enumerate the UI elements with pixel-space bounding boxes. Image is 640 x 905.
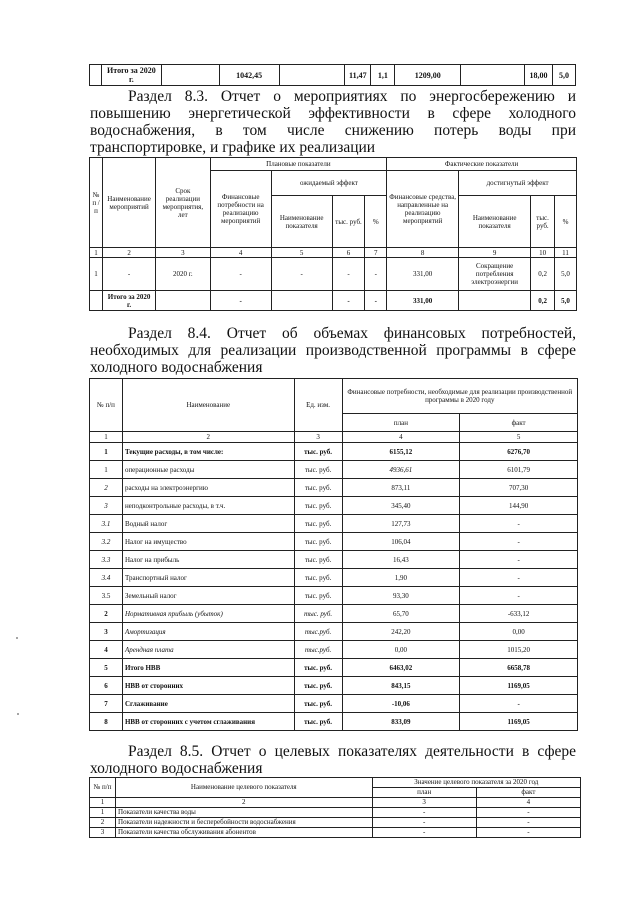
total-fact-value: 0,2 — [531, 291, 555, 311]
fact-finance-header: Финансовые средства, направленные на реализацию мероприятий — [387, 171, 459, 248]
row-num: 3 — [90, 497, 123, 515]
row-fact: 1015,20 — [460, 641, 578, 659]
col-num: 3 — [156, 248, 211, 258]
column-numbers-row — [90, 432, 578, 443]
row-unit: тыс. руб. — [294, 443, 342, 461]
plan-pct: 1,1 — [371, 65, 395, 86]
effect-name-header: Наименование показателя — [271, 196, 332, 248]
row-num: 1 — [90, 258, 103, 291]
total-label: Итого за 2020 г. — [103, 291, 156, 311]
table-row — [90, 605, 578, 623]
row-fact: -633,12 — [460, 605, 578, 623]
row-unit: тыс. руб. — [294, 713, 342, 731]
row-unit: тыс. руб. — [294, 605, 342, 623]
row-unit: тыс.руб. — [294, 623, 342, 641]
row-fact: - — [476, 828, 580, 838]
row-num: 2 — [90, 479, 123, 497]
total-effect-value: - — [332, 291, 365, 311]
row-unit: тыс. руб. — [294, 515, 342, 533]
col-num-header: № п / п — [90, 158, 103, 248]
row-plan: 242,20 — [342, 623, 460, 641]
row-name: Показатели качества обслуживания абонентов — [116, 828, 373, 838]
section-83-heading: Раздел 8.3. Отчет о мероприятиях по энергосбережению и повышению энергетической эффективности в сфере холодного водоснабжения, в том числе снижению потерь воды при транспортировке, и графике их реализации — [90, 88, 576, 156]
col-num: 4 — [342, 432, 460, 443]
section-85-heading: Раздел 8.5. Отчет о целевых показателях деятельности в сфере холодного водоснабжения — [90, 743, 576, 777]
row-plan: - — [372, 828, 476, 838]
row-plan: 873,11 — [342, 479, 460, 497]
plan-header: план — [342, 414, 460, 432]
row-fact: 144,90 — [460, 497, 578, 515]
fact-rub-header: тыс. руб. — [531, 196, 555, 248]
row-fact: 6658,78 — [460, 659, 578, 677]
row-plan: 6463,02 — [342, 659, 460, 677]
row-name: неподконтрольные расходы, в т.ч. — [122, 497, 294, 515]
total-label: Итого за 2020 г. — [101, 65, 161, 86]
row-name: НВВ от сторонних с учетом сглаживания — [122, 713, 294, 731]
col-num: 4 — [210, 248, 271, 258]
col-num: 1 — [90, 248, 103, 258]
row-fact: - — [460, 551, 578, 569]
col-num: 6 — [332, 248, 365, 258]
col-name-header: Наименование мероприятий — [103, 158, 156, 248]
row-num: 3 — [90, 623, 123, 641]
row-fact-name: Сокращение потребления электроэнергии — [459, 258, 531, 291]
row-name: Нормативная прибыль (убыток) — [122, 605, 294, 623]
table-row — [90, 818, 581, 828]
row-name: - — [103, 258, 156, 291]
total-effect-pct: - — [365, 291, 387, 311]
row-fact: - — [460, 587, 578, 605]
row-fact-value: 0,2 — [531, 258, 555, 291]
table-row — [90, 623, 578, 641]
row-effect-name: - — [271, 258, 332, 291]
row-num: 1 — [90, 461, 123, 479]
row-plan: - — [372, 818, 476, 828]
table-row — [90, 258, 577, 291]
effect-rub-header: тыс. руб. — [332, 196, 365, 248]
table-row — [90, 569, 578, 587]
row-unit: тыс. руб. — [294, 461, 342, 479]
total-row — [90, 291, 577, 311]
fact-header: факт — [460, 414, 578, 432]
table-row — [90, 659, 578, 677]
row-fact: 0,00 — [460, 623, 578, 641]
row-num: 3.1 — [90, 515, 123, 533]
row-name: Арендная плата — [122, 641, 294, 659]
total-fact-pct: 5,0 — [555, 291, 577, 311]
row-num: 3.4 — [90, 569, 123, 587]
row-num: 3.5 — [90, 587, 123, 605]
row-num: 2 — [90, 818, 116, 828]
needs-header: Финансовые потребности, необходимые для реализации производственной программы в 2020 году — [342, 379, 577, 414]
row-name: Водный налог — [122, 515, 294, 533]
row-name: расходы на электроэнергию — [122, 479, 294, 497]
actual-group-header: Фактические показатели — [387, 158, 577, 171]
row-plan: 65,70 — [342, 605, 460, 623]
col-num: 2 — [116, 798, 373, 808]
row-num: 6 — [90, 677, 123, 695]
row-unit: тыс.руб. — [294, 641, 342, 659]
row-effect-pct: - — [365, 258, 387, 291]
achieved-effect-header: достигнутый эффект — [459, 171, 577, 196]
row-name: Налог на прибыль — [122, 551, 294, 569]
total-plan-finance: - — [210, 291, 271, 311]
row-unit: тыс. руб. — [294, 659, 342, 677]
row-num: 3.3 — [90, 551, 123, 569]
row-period: 2020 г. — [156, 258, 211, 291]
table-row — [90, 497, 578, 515]
row-plan: 345,40 — [342, 497, 460, 515]
table-row — [90, 677, 578, 695]
row-fact-finance: 331,00 — [387, 258, 459, 291]
row-plan: 93,30 — [342, 587, 460, 605]
row-unit: тыс. руб. — [294, 479, 342, 497]
row-plan: 106,04 — [342, 533, 460, 551]
row-num: 1 — [90, 808, 116, 818]
row-name: Транспортный налог — [122, 569, 294, 587]
col-num: 10 — [531, 248, 555, 258]
row-num: 3 — [90, 828, 116, 838]
row-unit: тыс. руб. — [294, 677, 342, 695]
row-fact: 1169,05 — [460, 713, 578, 731]
col-num: 2 — [122, 432, 294, 443]
row-unit: тыс. руб. — [294, 695, 342, 713]
col-num: 8 — [387, 248, 459, 258]
row-fact: 6101,79 — [460, 461, 578, 479]
planned-group-header: Плановые показатели — [210, 158, 387, 171]
row-plan: - — [372, 808, 476, 818]
row-fact: 707,30 — [460, 479, 578, 497]
plan-finance: 1042,45 — [219, 65, 279, 86]
col-name-header: Наименование целевого показателя — [116, 778, 373, 798]
col-num: 9 — [459, 248, 531, 258]
table-row — [90, 443, 578, 461]
effect-pct-header: % — [365, 196, 387, 248]
col-num-header: № п/п — [90, 379, 123, 432]
row-num: 1 — [90, 443, 123, 461]
col-num: 5 — [460, 432, 578, 443]
col-num: 2 — [103, 248, 156, 258]
table-row — [90, 515, 578, 533]
table-row — [90, 479, 578, 497]
col-num: 1 — [90, 432, 123, 443]
row-plan: 0,00 — [342, 641, 460, 659]
col-period-header: Срок реализации мероприятия, лет — [156, 158, 211, 248]
row-effect-value: - — [332, 258, 365, 291]
row-unit: тыс. руб. — [294, 533, 342, 551]
section-84-heading: Раздел 8.4. Отчет об объемах финансовых потребностей, необходимых для реализации производственной программы в сфере холодного водоснабжения — [90, 325, 576, 376]
col-num: 4 — [476, 798, 580, 808]
row-unit: тыс. руб. — [294, 569, 342, 587]
row-fact: - — [460, 533, 578, 551]
row-name: НВВ от сторонних — [122, 677, 294, 695]
previous-table-fragment — [89, 64, 576, 86]
row-fact: - — [476, 818, 580, 828]
col-num-header: № п/п — [90, 778, 116, 798]
fact-name-header: Наименование показателя — [459, 196, 531, 248]
row-plan: 127,73 — [342, 515, 460, 533]
plan-finance-header: Финансовые потребности на реализацию мероприятий — [210, 171, 271, 248]
row-name: Сглаживание — [122, 695, 294, 713]
section-85-table — [89, 777, 581, 838]
row-name: операционные расходы — [122, 461, 294, 479]
fact-finance: 1209,00 — [395, 65, 461, 86]
value-header: Значение целевого показателя за 2020 год — [372, 778, 580, 788]
col-num: 1 — [90, 798, 116, 808]
row-fact: - — [476, 808, 580, 818]
row-plan: 4936,61 — [342, 461, 460, 479]
row-name: Амортизация — [122, 623, 294, 641]
row-num: 4 — [90, 641, 123, 659]
row-plan: 16,43 — [342, 551, 460, 569]
row-name: Показатели качества воды — [116, 808, 373, 818]
fact-value: 18,00 — [524, 65, 552, 86]
col-num: 7 — [365, 248, 387, 258]
fact-pct: 5,0 — [552, 65, 575, 86]
row-fact: 6276,70 — [460, 443, 578, 461]
fact-header: факт — [476, 788, 580, 798]
row-plan: -10,06 — [342, 695, 460, 713]
table-row — [90, 461, 578, 479]
row-name: Земельный налог — [122, 587, 294, 605]
plan-header: план — [372, 788, 476, 798]
section-83-table — [89, 157, 577, 311]
row-unit: тыс. руб. — [294, 587, 342, 605]
total-row — [90, 65, 576, 86]
expected-effect-header: ожидаемый эффект — [271, 171, 387, 196]
table-row — [90, 533, 578, 551]
row-plan: 843,15 — [342, 677, 460, 695]
col-num: 11 — [555, 248, 577, 258]
scan-speck — [16, 637, 18, 639]
column-numbers-row — [90, 798, 581, 808]
plan-value: 11,47 — [345, 65, 371, 86]
row-fact: - — [460, 515, 578, 533]
row-fact: - — [460, 569, 578, 587]
col-num: 3 — [372, 798, 476, 808]
row-num: 5 — [90, 659, 123, 677]
row-fact: - — [460, 695, 578, 713]
row-unit: тыс. руб. — [294, 551, 342, 569]
scan-speck — [17, 713, 19, 715]
row-fact-pct: 5,0 — [555, 258, 577, 291]
row-name: Налог на имущество — [122, 533, 294, 551]
row-name: Итого НВВ — [122, 659, 294, 677]
row-num: 2 — [90, 605, 123, 623]
col-name-header: Наименование — [122, 379, 294, 432]
row-plan: 6155,12 — [342, 443, 460, 461]
col-num: 3 — [294, 432, 342, 443]
row-num: 8 — [90, 713, 123, 731]
table-row — [90, 695, 578, 713]
fact-pct-header: % — [555, 196, 577, 248]
row-plan-finance: - — [210, 258, 271, 291]
table-row — [90, 808, 581, 818]
table-row — [90, 641, 578, 659]
row-num: 3.2 — [90, 533, 123, 551]
row-name: Показатели надежности и бесперебойности водоснабжения — [116, 818, 373, 828]
col-num: 5 — [271, 248, 332, 258]
column-numbers-row — [90, 248, 577, 258]
total-fact-finance: 331,00 — [387, 291, 459, 311]
row-plan: 1,90 — [342, 569, 460, 587]
row-unit: тыс. руб. — [294, 497, 342, 515]
table-row — [90, 828, 581, 838]
row-name: Текущие расходы, в том числе: — [122, 443, 294, 461]
table-row — [90, 587, 578, 605]
col-unit-header: Ед. изм. — [294, 379, 342, 432]
row-plan: 833,09 — [342, 713, 460, 731]
table-row — [90, 713, 578, 731]
row-fact: 1169,05 — [460, 677, 578, 695]
section-84-table — [89, 378, 578, 731]
table-row — [90, 551, 578, 569]
row-num: 7 — [90, 695, 123, 713]
